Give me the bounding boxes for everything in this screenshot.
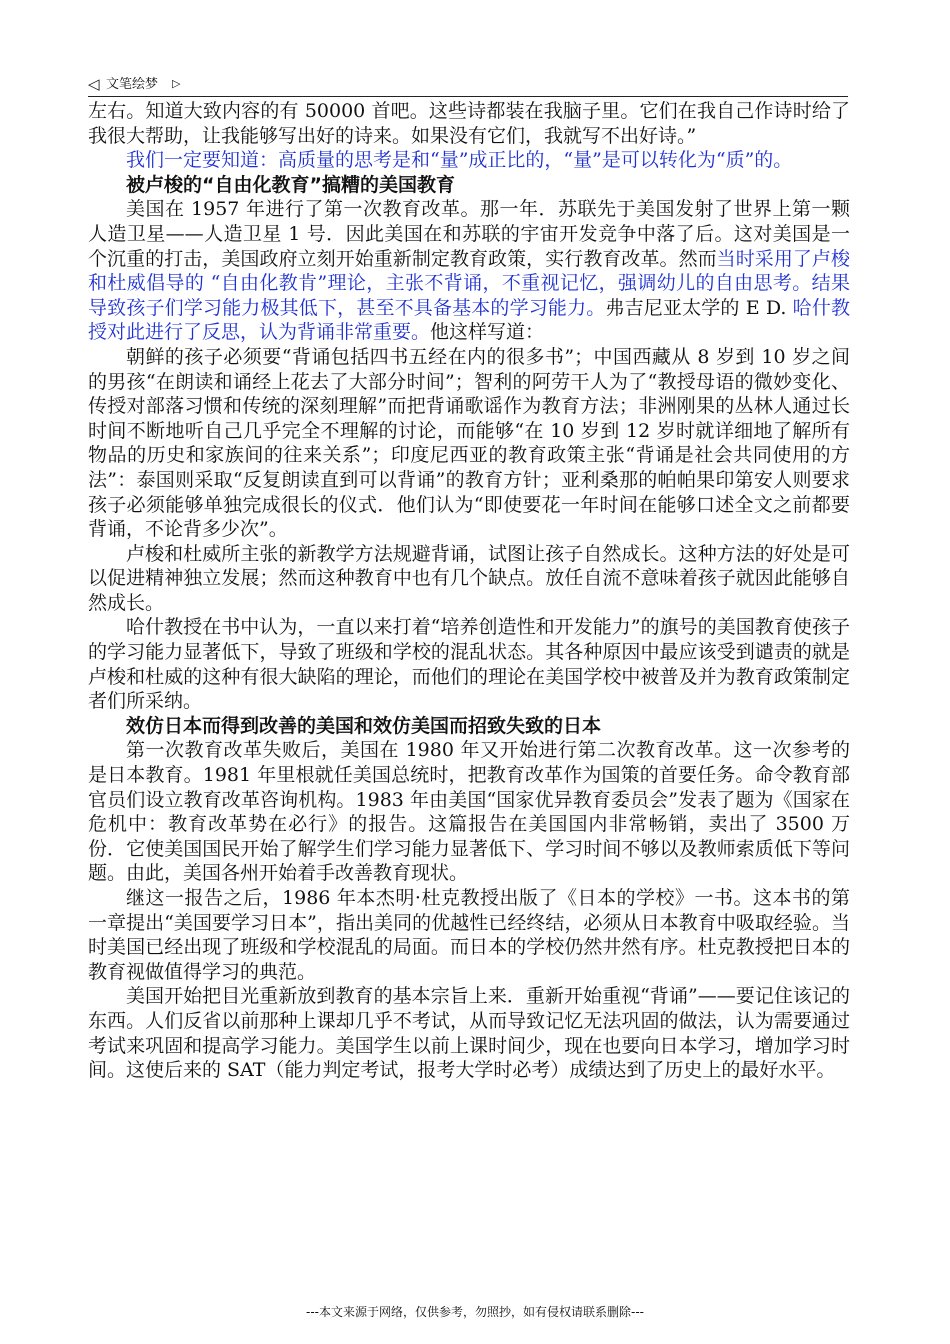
paragraph-back-to-basics: 美国开始把目光重新放到教育的基本宗旨上来．重新开始重视“背诵”——要记住该记的东西。人们反省以前那种上课却几乎不考试，从而导致记忆无法巩固的做法，认为需要通过考试来巩固和提高学习能力。美国学生以前上课时间少，现在也要向日本学习，增加学习时间。这使后来的 SAT（能力判定考试，报考大学时必考）成绩达到了历史上的最好水平。	[88, 985, 850, 1082]
section-heading-2: 效仿日本而得到改善的美国和效仿美国而招致失致的日本	[126, 714, 602, 737]
page-footer: ---本文来源于网络，仅供参考，勿照抄，如有侵权请联系删除---	[306, 1305, 644, 1319]
highlight-run: 当时采用了卢梭和杜威倡导的 “自由化教肯”理论，主张不背诵，不重视记忆，强调幼儿的自由思考。结果导致孩子们学习能力极其低下，甚至不具备基本的学习能力。	[88, 247, 850, 319]
page-header	[88, 74, 848, 96]
paragraph-rousseau-dewey: 卢梭和杜威所主张的新教学方法规避背诵，试图让孩子自然成长。这种方法的好处是可以促进精神独立发展；然而这种教育中也有几个缺点。放任自流不意味着孩子就因此能够自然成长。	[88, 542, 850, 614]
paragraph-recitation-examples: 朝鲜的孩子必须要“背诵包括四书五经在内的很多书”；中国西藏从 8 岁到 10 岁之间的男孩“在朗读和诵经上花去了大部分时间”；智利的阿劳干人为了“教授母语的微妙变化、传授对部落习惯和传统的深刻理解”而把背诵歌谣作为教育方法；非洲刚果的丛林人通过长时间不断地听自己几乎完全不理解的讨论，而能够“在 10 岁到 12 岁时就详细地了解所有物品的历史和家族间的往来关系”；印度尼西亚的教育政策主张“背诵是社会共同使用的方法”：泰国则采取“反复朗读直到可以背诵”的教育方针；亚利桑那的帕帕果印第安人则要求孩子必须能够单独完成很长的仪式．他们认为“即使要花一年时间在能够口述全文之前都要背诵，不论背多少次”。	[88, 345, 850, 541]
document-body	[88, 99, 850, 1083]
text-run: 他这样写道：	[430, 321, 545, 344]
triangle-left-icon: ◁	[88, 75, 100, 93]
paragraph-poem-end: 左右。知道大致内容的有 50000 首吧。这些诗都装在我脑子里。它们在我自己作诗时给了我很大帮助，让我能够写出好的诗来。如果没有它们，我就写不出好诗。”	[88, 100, 850, 147]
text-run: 弗吉尼亚太学的 E D.	[605, 296, 787, 319]
highlight-run: 哈什教授对此进行了反思，认为背诵非常重要。	[88, 296, 850, 344]
paragraph-first-reform	[88, 197, 850, 345]
paragraph-duke-book: 继这一报告之后，1986 年本杰明·杜克教授出版了《日本的学校》一书。这本书的第一章提出“美国要学习日本”，指出美同的优越性已经终结，必须从日本教育中吸取经验。当时美国已经出现了班级和学校混乱的局面。而日本的学校仍然井然有序。杜克教授把日本的教育视做值得学习的典范。	[88, 887, 850, 983]
text-run: 美国在 1957 年进行了第一次教育改革。那一年．苏联先于美国发射了世界上第一颗人造卫星——人造卫星 1 号．因此美国在和苏联的宇宙开发竞争中落了后。这对美国是一个沉重的打击，美国政府立刻开始重新制定教育政策，实行教育改革。然而	[88, 198, 850, 270]
triangle-right-icon: ▷	[172, 77, 181, 90]
section-heading-1: 被卢梭的“自由化教育”搞糟的美国教育	[126, 173, 455, 196]
header-brand: 文笔绘梦	[106, 77, 159, 92]
paragraph-key-point: 我们一定要知道：高质量的思考是和“量”成正比的，“量”是可以转化为“质”的。	[126, 149, 793, 172]
paragraph-hirsch-view: 哈什教授在书中认为，一直以来打着“培养创造性和开发能力”的旗号的美国教育使孩子的学习能力显著低下，导致了班级和学校的混乱状态。其各种原因中最应该受到谴责的就是卢梭和杜威的这种有很大缺陷的理论，而他们的理论在美国学校中被普及并为教育政策制定者们所采纳。	[88, 616, 850, 713]
header-rule	[88, 96, 848, 97]
paragraph-second-reform: 第一次教育改革失败后，美国在 1980 年又开始进行第二次教育改革。这一次参考的是日本教育。1981 年里根就任美国总统时，把教育改革作为国策的首要任务。命令教育部官员们设立教育改革咨询机构。1983 年由美国“国家优异教育委员会”发表了题为《国家在危机中：教育改革势在必行》的报告。这篇报告在美国国内非常畅销，卖出了 3500 万份．它使美国国民开始了解学生们学习能力显著低下、学习时间不够以及教师索质低下等问题。由此，美国各州开始着手改善教育现状。	[88, 739, 850, 885]
